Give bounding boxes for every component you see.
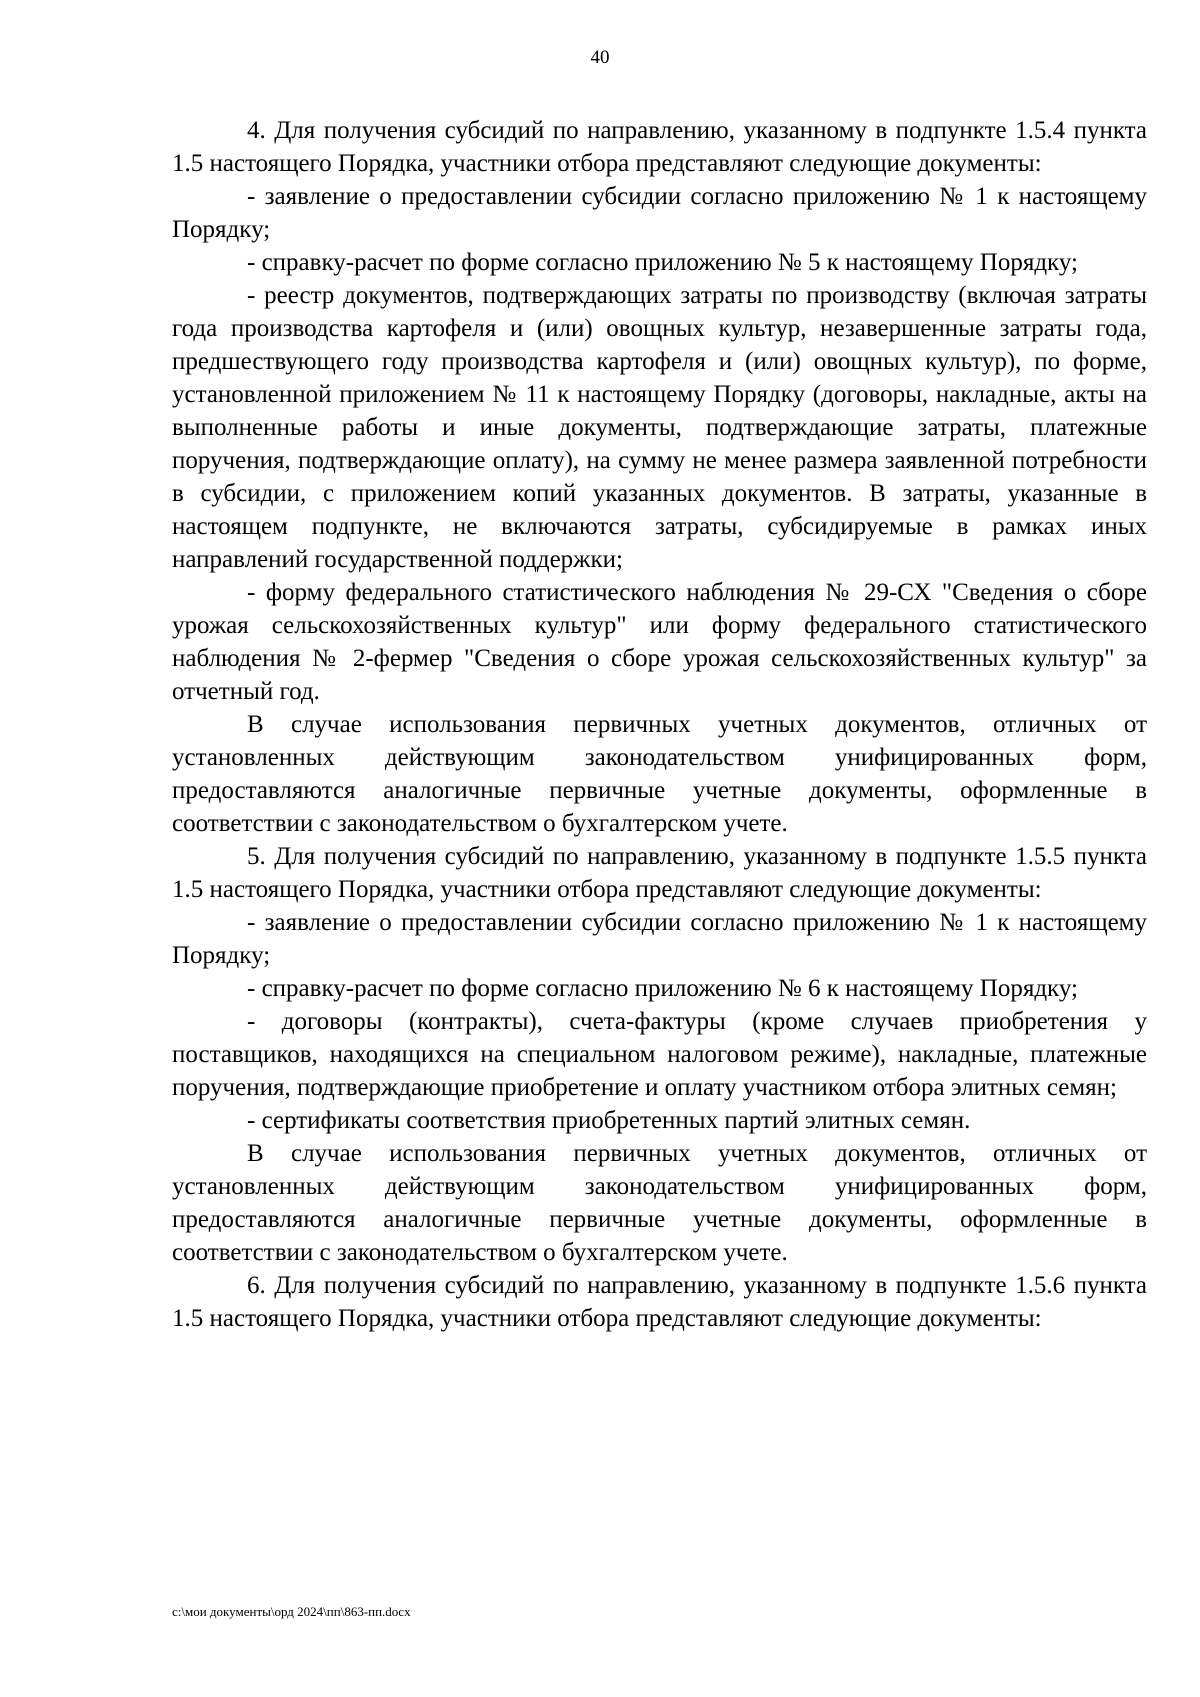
paragraph-primary-documents: В случае использования первичных учетных документов, отличных от установленных действующим законодательством унифицированных форм, предоставляются аналогичные первичные учетные документы, оформленные в соответствии с законодательством о бухгалтерском учете. <box>172 711 1147 837</box>
list-item-certificates: - сертификаты соответствия приобретенных партий элитных семян. <box>247 1107 971 1134</box>
list-item-application: - заявление о предоставлении субсидии согласно приложению № 1 к настоящему Порядку; <box>172 183 1147 243</box>
document-body <box>172 114 1147 1335</box>
footer-file-path: c:\мои документы\орд 2024\пп\863-пп.docx <box>172 1604 411 1619</box>
list-item-cost-register: - реестр документов, подтверждающих затраты по производству (включая затраты года производства картофеля и (или) овощных культур, незавершенные затраты года, предшествующего году производства картофеля и (или) овощных культур), по форме, установленной приложением № 11 к настоящему Порядку (договоры, накладные, акты на выполненные работы и иные документы, подтверждающие затраты, платежные поручения, подтверждающие оплату), на сумму не менее размера заявленной потребности в субсидии, с приложением копий указанных документов. В затраты, указанные в настоящем подпункте, не включаются затраты, субсидируемые в рамках иных направлений государственной поддержки; <box>172 282 1147 573</box>
list-item-contracts: - договоры (контракты), счета-фактуры (кроме случаев приобретения у поставщиков, находящихся на специальном налоговом режиме), накладные, платежные поручения, подтверждающие приобретение и оплату участником отбора элитных семян; <box>172 1008 1147 1101</box>
paragraph-primary-documents: В случае использования первичных учетных документов, отличных от установленных действующим законодательством унифицированных форм, предоставляются аналогичные первичные учетные документы, оформленные в соответствии с законодательством о бухгалтерском учете. <box>172 1140 1147 1266</box>
list-item-calculation-form5: - справку-расчет по форме согласно приложению № 5 к настоящему Порядку; <box>247 249 1078 276</box>
list-item-statistical-form: - форму федерального статистического наблюдения № 29-СХ "Сведения о сборе урожая сельскохозяйственных культур" или форму федерального статистического наблюдения № 2-фермер "Сведения о сборе урожая сельскохозяйственных культур" за отчетный год. <box>172 579 1147 705</box>
paragraph-6-intro: 6. Для получения субсидий по направлению, указанному в подпункте 1.5.6 пункта 1.5 настоящего Порядка, участники отбора представляют следующие документы: <box>172 1272 1147 1332</box>
list-item-calculation-form6: - справку-расчет по форме согласно приложению № 6 к настоящему Порядку; <box>247 975 1078 1002</box>
paragraph-5-intro: 5. Для получения субсидий по направлению, указанному в подпункте 1.5.5 пункта 1.5 настоящего Порядка, участники отбора представляют следующие документы: <box>172 843 1147 903</box>
list-item-application: - заявление о предоставлении субсидии согласно приложению № 1 к настоящему Порядку; <box>172 909 1147 969</box>
paragraph-4-intro: 4. Для получения субсидий по направлению, указанному в подпункте 1.5.4 пункта 1.5 настоящего Порядка, участники отбора представляют следующие документы: <box>172 117 1147 177</box>
page-number: 40 <box>590 47 610 68</box>
